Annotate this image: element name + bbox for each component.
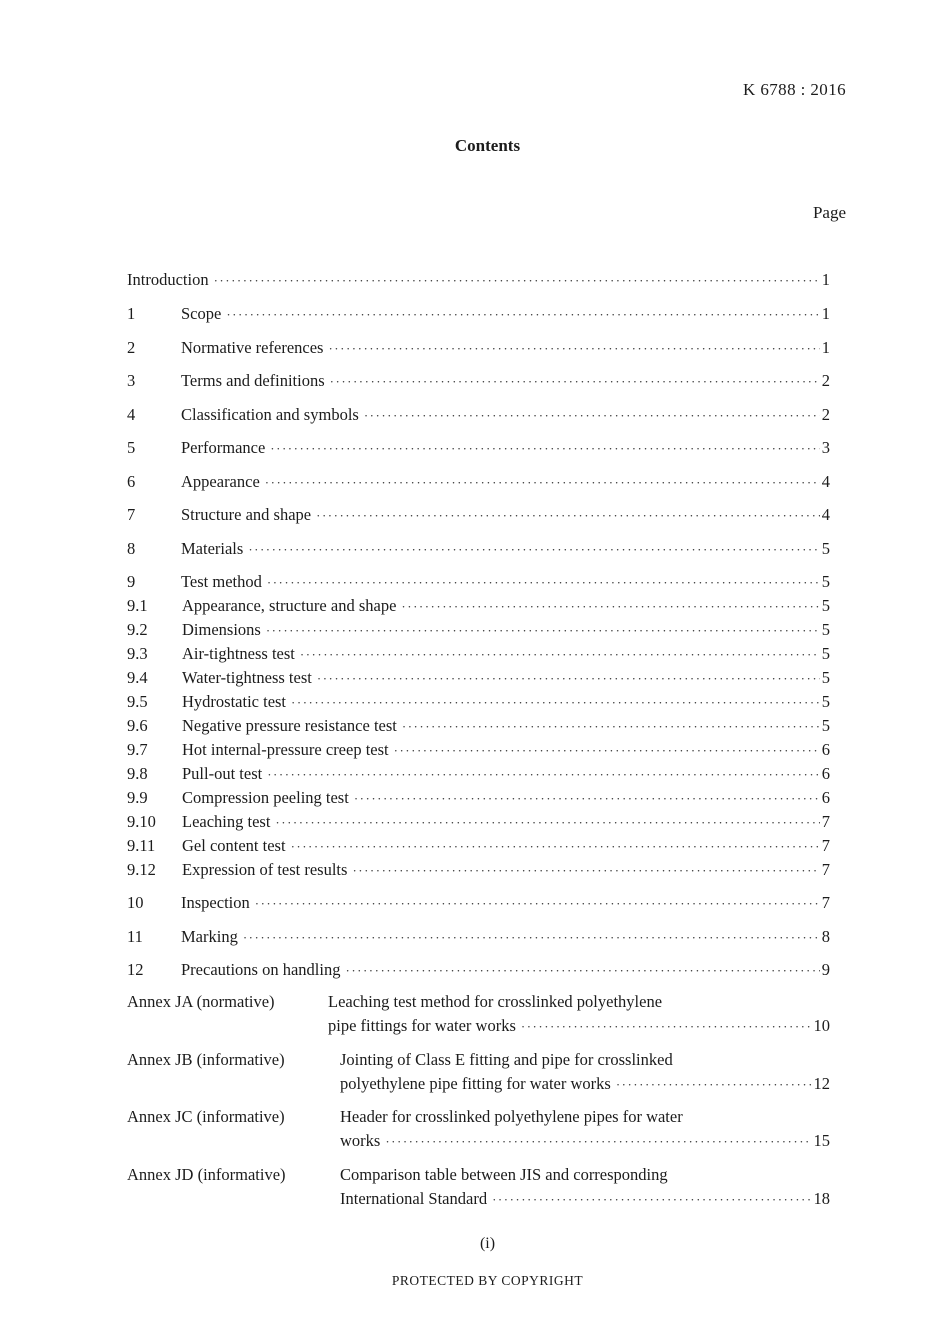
toc-entry-title: Gel content test <box>182 836 286 855</box>
toc-entry-title: Appearance, structure and shape <box>182 596 397 615</box>
toc-entry-page: 5 <box>821 596 830 615</box>
toc-entry-number: 5 <box>127 438 136 457</box>
toc-entry-number: 9.5 <box>127 692 148 711</box>
page-column-header: Page <box>812 203 846 222</box>
dot-leader <box>267 763 820 787</box>
toc-entry-page: 5 <box>821 692 830 711</box>
toc-entry[interactable] <box>127 302 830 326</box>
toc-entry-title: Classification and symbols <box>181 405 359 424</box>
toc-entry[interactable] <box>127 891 830 915</box>
standard-number: K 6788 : 2016 <box>743 80 846 99</box>
toc-entry-page: 6 <box>821 764 830 783</box>
toc-entry-title: Dimensions <box>182 620 261 639</box>
annex-title-line1: Jointing of Class E fitting and pipe for crosslinked <box>340 1050 673 1069</box>
toc-entry-page: 4 <box>821 505 830 524</box>
toc-entry-number: 8 <box>127 539 136 558</box>
toc-entry-title: Expression of test results <box>182 860 348 879</box>
dot-leader <box>616 1073 812 1097</box>
toc-entry-title: Scope <box>181 304 222 323</box>
toc-entry-page: 3 <box>821 438 830 457</box>
toc-entry[interactable] <box>127 858 830 882</box>
toc-entry-page: 9 <box>821 960 830 979</box>
toc-entry-number: 11 <box>127 927 143 946</box>
toc-entry-number: 7 <box>127 505 136 524</box>
toc-entry-title: Normative references <box>181 338 324 357</box>
dot-leader <box>492 1188 811 1212</box>
dot-leader <box>401 595 819 619</box>
toc-entry-number: 12 <box>127 960 144 979</box>
toc-entry-page: 8 <box>821 927 830 946</box>
toc-entry[interactable] <box>127 268 830 292</box>
toc-entry[interactable] <box>127 436 830 460</box>
toc-entry-number: 9.2 <box>127 620 148 639</box>
toc-entry-title: Air-tightness test <box>182 644 295 663</box>
toc-entry-page: 7 <box>821 860 830 879</box>
toc-entry[interactable] <box>127 738 830 762</box>
toc-entry-title: Leaching test <box>182 812 271 831</box>
toc-entry-page: 6 <box>821 788 830 807</box>
toc-entry-title: Performance <box>181 438 266 457</box>
dot-leader <box>394 739 820 763</box>
annex-label: Annex JB (informative) <box>127 1050 285 1069</box>
toc-entry-title: Hydrostatic test <box>182 692 287 711</box>
dot-leader <box>248 538 819 562</box>
toc-entry-page: 1 <box>821 270 830 289</box>
toc-entry-page: 2 <box>821 405 830 424</box>
dot-leader <box>291 691 820 715</box>
toc-entry-number: 9.3 <box>127 644 148 663</box>
toc-entry-title: Test method <box>181 572 262 591</box>
toc-entry-page: 5 <box>821 716 830 735</box>
dot-leader <box>345 959 819 983</box>
toc-entry-title: Inspection <box>181 893 250 912</box>
toc-entry-title: Introduction <box>127 270 209 289</box>
toc-entry[interactable] <box>127 642 830 666</box>
annex-title-line2: pipe fittings for water works <box>328 1016 516 1035</box>
toc-entry[interactable] <box>127 594 830 618</box>
toc-entry[interactable] <box>127 810 830 834</box>
toc-entry-number: 9.9 <box>127 788 148 807</box>
annex-page: 12 <box>813 1074 830 1093</box>
toc-entry-number: 9.7 <box>127 740 148 759</box>
annex-page: 18 <box>813 1189 830 1208</box>
toc-entry[interactable] <box>127 537 830 561</box>
toc-entry[interactable] <box>127 369 830 393</box>
annex-title-line2: polyethylene pipe fitting for water works <box>340 1074 611 1093</box>
dot-leader <box>328 337 819 361</box>
toc-entry-title: Marking <box>181 927 238 946</box>
toc-entry-number: 4 <box>127 405 136 424</box>
toc-entry-number: 9.11 <box>127 836 156 855</box>
toc-entry-number: 9 <box>127 572 136 591</box>
toc-entry[interactable] <box>127 470 830 494</box>
annex-title-line2: International Standard <box>340 1189 488 1208</box>
toc-entry-page: 7 <box>821 893 830 912</box>
toc-entry-page: 5 <box>821 539 830 558</box>
dot-leader <box>364 404 820 428</box>
toc-entry-title: Negative pressure resistance test <box>182 716 397 735</box>
dot-leader <box>275 811 819 835</box>
dot-leader <box>265 471 820 495</box>
copyright-notice: PROTECTED BY COPYRIGHT <box>391 1273 584 1288</box>
dot-leader <box>521 1015 812 1039</box>
toc-entry-page: 1 <box>821 304 830 323</box>
toc-entry[interactable] <box>127 666 830 690</box>
toc-entry[interactable] <box>127 570 830 594</box>
toc-entry-page: 5 <box>821 668 830 687</box>
toc-entry-number: 9.8 <box>127 764 148 783</box>
toc-entry[interactable] <box>127 403 830 427</box>
dot-leader <box>243 926 820 950</box>
dot-leader <box>316 504 820 528</box>
toc-entry-page: 7 <box>821 812 830 831</box>
toc-entry-title: Pull-out test <box>182 764 263 783</box>
toc-entry[interactable] <box>127 925 830 949</box>
toc-entry[interactable] <box>127 834 830 858</box>
toc-entry-number: 1 <box>127 304 136 323</box>
dot-leader <box>214 269 820 293</box>
page-folio: (i) <box>479 1235 496 1252</box>
dot-leader <box>385 1130 811 1154</box>
toc-entry-page: 4 <box>821 472 830 491</box>
dot-leader <box>291 835 820 859</box>
toc-entry-page: 1 <box>821 338 830 357</box>
toc-entry-number: 2 <box>127 338 136 357</box>
toc-entry-number: 9.1 <box>127 596 148 615</box>
annex-label: Annex JA (normative) <box>127 992 275 1011</box>
annex-label: Annex JD (informative) <box>127 1165 286 1184</box>
dot-leader <box>255 892 820 916</box>
annex-label: Annex JC (informative) <box>127 1107 285 1126</box>
toc-entry-title: Compression peeling test <box>182 788 349 807</box>
toc-entry-page: 7 <box>821 836 830 855</box>
dot-leader <box>402 715 820 739</box>
dot-leader <box>354 787 820 811</box>
toc-entry-number: 9.12 <box>127 860 156 879</box>
dot-leader <box>330 370 820 394</box>
toc-entry-number: 10 <box>127 893 144 912</box>
toc-entry[interactable] <box>127 336 830 360</box>
toc-entry-number: 9.10 <box>127 812 156 831</box>
toc-entry[interactable] <box>127 503 830 527</box>
toc-entry-page: 5 <box>821 572 830 591</box>
toc-entry[interactable] <box>127 786 830 810</box>
annex-title-line1: Leaching test method for crosslinked polyethylene <box>328 992 663 1011</box>
annex-title-line1: Comparison table between JIS and corresponding <box>340 1165 668 1184</box>
dot-leader <box>270 437 819 461</box>
dot-leader <box>266 619 820 643</box>
toc-entry-title: Water-tightness test <box>182 668 312 687</box>
page-title: Contents <box>454 136 521 155</box>
toc-entry-title: Materials <box>181 539 244 558</box>
toc-entry-page: 2 <box>821 371 830 390</box>
annex-title-line2: works <box>340 1131 381 1150</box>
dot-leader <box>352 859 819 883</box>
toc-entry-number: 9.4 <box>127 668 148 687</box>
toc-entry-title: Precautions on handling <box>181 960 341 979</box>
toc-entry-title: Terms and definitions <box>181 371 325 390</box>
toc-entry-page: 6 <box>821 740 830 759</box>
toc-entry-title: Hot internal-pressure creep test <box>182 740 389 759</box>
toc-entry-page: 5 <box>821 644 830 663</box>
toc-entry[interactable] <box>127 618 830 642</box>
toc-entry-page: 5 <box>821 620 830 639</box>
toc-entry[interactable] <box>127 690 830 714</box>
toc-entry-number: 3 <box>127 371 136 390</box>
dot-leader <box>317 667 820 691</box>
toc-entry[interactable] <box>127 714 830 738</box>
toc-entry[interactable] <box>127 762 830 786</box>
toc-entry[interactable] <box>127 958 830 982</box>
annex-title-line1: Header for crosslinked polyethylene pipes for water <box>340 1107 683 1126</box>
dot-leader <box>267 571 820 595</box>
annex-page: 15 <box>813 1131 830 1150</box>
toc-entry-title: Structure and shape <box>181 505 312 524</box>
dot-leader <box>300 643 820 667</box>
toc-entry-number: 9.6 <box>127 716 148 735</box>
annex-page: 10 <box>813 1016 830 1035</box>
toc-entry-title: Appearance <box>181 472 260 491</box>
dot-leader <box>226 303 819 327</box>
toc-entry-number: 6 <box>127 472 136 491</box>
